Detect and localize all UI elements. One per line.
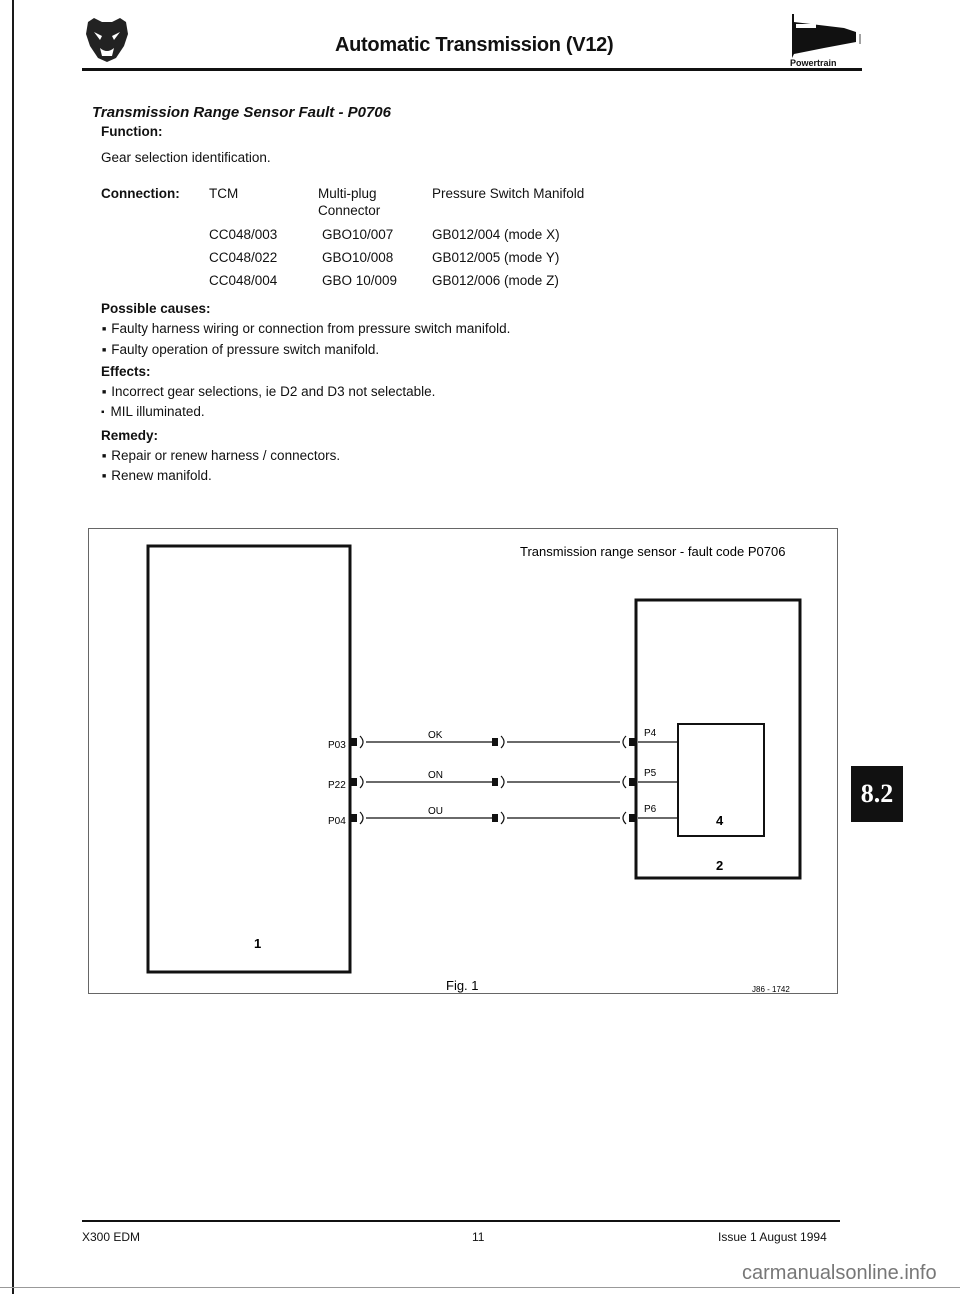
column-header-connector: Connector (318, 203, 381, 218)
wire-on (328, 768, 678, 791)
terminal (629, 778, 635, 786)
column-header-tcm: TCM (209, 186, 239, 201)
connector-pin-2: GBO10/008 (322, 250, 394, 265)
tcm-pin-label: P22 (328, 780, 346, 791)
footer-issue: Issue 1 August 1994 (718, 1230, 827, 1244)
terminal (492, 738, 498, 746)
cause-item: ■ Faulty harness wiring or connection from pressure switch manifold. (102, 321, 510, 336)
figure-caption: Fig. 1 (446, 978, 479, 993)
tcm-pin-3: CC048/004 (209, 273, 278, 288)
page-header-title: Automatic Transmission (V12) (335, 34, 614, 56)
page-number: 11 (472, 1230, 485, 1244)
figure-reference: J86 - 1742 (752, 985, 790, 994)
terminal (351, 778, 357, 786)
jaguar-head-logo (82, 16, 132, 64)
header-rule (82, 68, 862, 71)
section-title: Transmission Range Sensor Fault - P0706 (92, 104, 391, 121)
terminal (629, 738, 635, 746)
column-header-manifold: Pressure Switch Manifold (432, 186, 585, 201)
manifold-pin-2: GB012/005 (mode Y) (432, 250, 560, 265)
tcm-box (148, 546, 350, 972)
manifold-box-label: 2 (716, 858, 724, 873)
terminal (629, 814, 635, 822)
section-tab: 8.2 (851, 766, 903, 822)
manifold-pin-label: P6 (644, 804, 657, 815)
tcm-pin-label: P03 (328, 740, 346, 751)
terminal (492, 814, 498, 822)
figure-title: Transmission range sensor - fault code P0706 (520, 544, 786, 559)
connection-label: Connection: (101, 186, 180, 201)
watermark: carmanualsonline.info (742, 1262, 937, 1284)
function-label: Function: (101, 124, 163, 139)
brand-label: Powertrain (790, 58, 837, 68)
terminal (492, 778, 498, 786)
cause-item: ■ Faulty operation of pressure switch manifold. (102, 342, 379, 357)
connector-pin-3: GBO 10/009 (322, 273, 398, 288)
causes-label: Possible causes: (101, 301, 211, 316)
manifold-pin-3: GB012/006 (mode Z) (432, 273, 559, 288)
remedy-label: Remedy: (101, 428, 159, 443)
remedy-item: ■ Renew manifold. (102, 468, 212, 483)
connector-pin-1: GBO10/007 (322, 227, 394, 242)
switch-box-label: 4 (716, 813, 724, 828)
terminal (351, 814, 357, 822)
footer-rule (82, 1220, 840, 1222)
wire-ou (328, 804, 678, 827)
effect-item: ■ Incorrect gear selections, ie D2 and D3 not selectable. (102, 384, 435, 399)
footer-left: X300 EDM (82, 1230, 141, 1244)
function-text: Gear selection identification. (101, 150, 271, 165)
manifold-pin-1: GB012/004 (mode X) (432, 227, 560, 242)
terminal (351, 738, 357, 746)
tcm-box-label: 1 (254, 936, 262, 951)
bottom-rule (0, 1287, 960, 1288)
tcm-pin-1: CC048/003 (209, 227, 278, 242)
wiring-diagram (88, 528, 838, 994)
manifold-pin-label: P5 (644, 768, 657, 779)
tcm-pin-label: P04 (328, 816, 346, 827)
wire-label: OK (428, 730, 443, 741)
column-header-multiplug: Multi-plug (318, 186, 377, 201)
manifold-pin-label: P4 (644, 728, 657, 739)
page-edge-rule (12, 0, 14, 1294)
wire-label: OU (428, 806, 443, 817)
effect-item: ▪ MIL illuminated. (101, 404, 205, 419)
wire-label: ON (428, 770, 443, 781)
wire-ok (328, 728, 678, 751)
effects-label: Effects: (101, 364, 151, 379)
remedy-item: ■ Repair or renew harness / connectors. (102, 448, 340, 463)
tcm-pin-2: CC048/022 (209, 250, 278, 265)
